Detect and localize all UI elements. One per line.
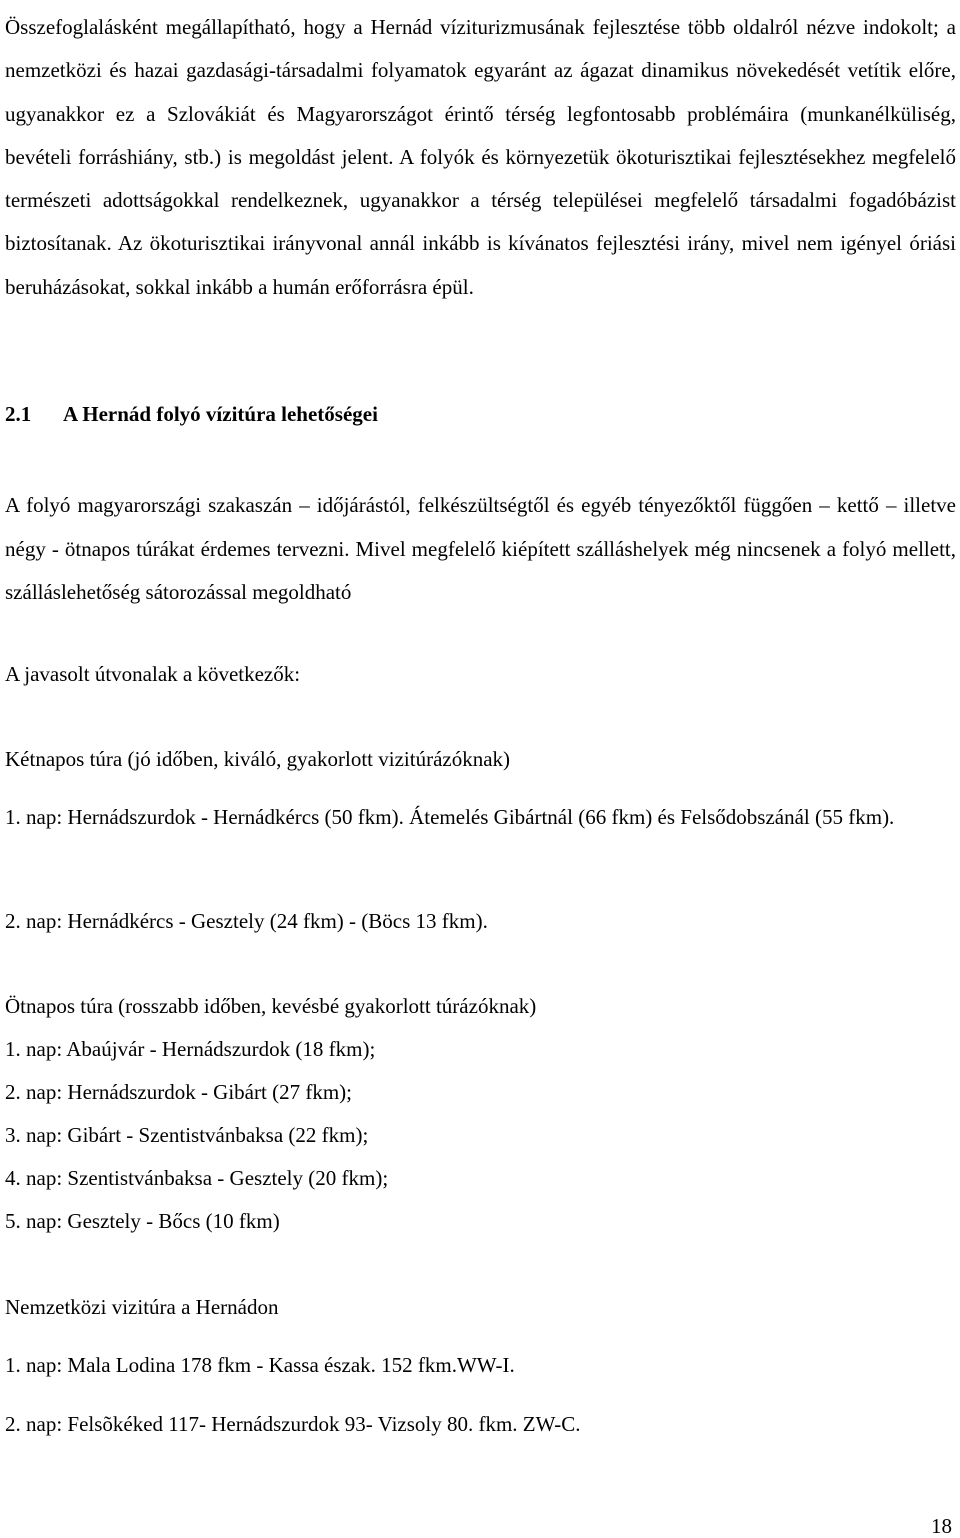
section-number: 2.1 bbox=[5, 402, 32, 426]
routes-intro: A javasolt útvonalak a következők: bbox=[5, 662, 301, 686]
two-day-tour-day-2: 2. nap: Hernádkércs - Gesztely (24 fkm) - (Böcs 13 fkm). bbox=[5, 909, 488, 933]
five-day-tour-day-4: 4. nap: Szentistvánbaksa - Gesztely (20 fkm); bbox=[5, 1166, 389, 1190]
two-day-tour-day-1: 1. nap: Hernádszurdok - Hernádkércs (50 fkm). Átemelés Gibártnál (66 fkm) és Felsődobszánál (55 fkm). bbox=[5, 805, 895, 829]
section-title: A Hernád folyó vízitúra lehetőségei bbox=[63, 402, 378, 426]
international-tour-title: Nemzetközi vizitúra a Hernádon bbox=[5, 1295, 279, 1319]
five-day-tour-day-2: 2. nap: Hernádszurdok - Gibárt (27 fkm); bbox=[5, 1080, 352, 1104]
intro-paragraph: Összefoglalásként megállapítható, hogy a Hernád víziturizmusának fejlesztése több oldalról nézve indokolt; a nemzetközi és hazai gazdasági-társadalmi folyamatok egyaránt az ágazat dinamikus növekedését vetítik előre, ugyanakkor ez a Szlovákiát és Magyarországot érintő térség legfontosabb problémáira (munkanélküliség, bevételi forráshiány, stb.) is megoldást jelent. A folyók és környezetük ökoturisztikai fejlesztésekhez megfelelő természeti adottságokkal rendelkeznek, ugyanakkor a térség települései megfelelő társadalmi fogadóbázist biztosítanak. Az ökoturisztikai irányvonal annál inkább is kívánatos fejlesztési irány, mivel nem igényel óriási beruházásokat, sokkal inkább a humán erőforrásra épül. bbox=[5, 15, 956, 299]
two-day-tour-title: Kétnapos túra (jó időben, kiváló, gyakorlott vizitúrázóknak) bbox=[5, 747, 511, 771]
section-paragraph: A folyó magyarországi szakaszán – időjárástól, felkészültségtől és egyéb tényezőktől függően – kettő – illetve négy - ötnapos túrákat érdemes tervezni. Mivel megfelelő kiépített szálláshelyek még nincsenek a folyó mellett, szálláslehetőség sátorozással megoldható bbox=[5, 493, 956, 604]
international-tour-day-2: 2. nap: Felsõkéked 117- Hernádszurdok 93- Vizsoly 80. fkm. ZW-C. bbox=[5, 1412, 581, 1436]
five-day-tour-day-1: 1. nap: Abaújvár - Hernádszurdok (18 fkm); bbox=[5, 1037, 376, 1061]
five-day-tour-day-5: 5. nap: Gesztely - Bőcs (10 fkm) bbox=[5, 1209, 280, 1233]
section-heading bbox=[5, 399, 378, 429]
international-tour-day-1: 1. nap: Mala Lodina 178 fkm - Kassa észak. 152 fkm.WW-I. bbox=[5, 1353, 515, 1377]
five-day-tour-day-3: 3. nap: Gibárt - Szentistvánbaksa (22 fkm); bbox=[5, 1123, 369, 1147]
page-number: 18 bbox=[931, 1514, 952, 1538]
five-day-tour-title: Ötnapos túra (rosszabb időben, kevésbé gyakorlott túrázóknak) bbox=[5, 994, 537, 1018]
